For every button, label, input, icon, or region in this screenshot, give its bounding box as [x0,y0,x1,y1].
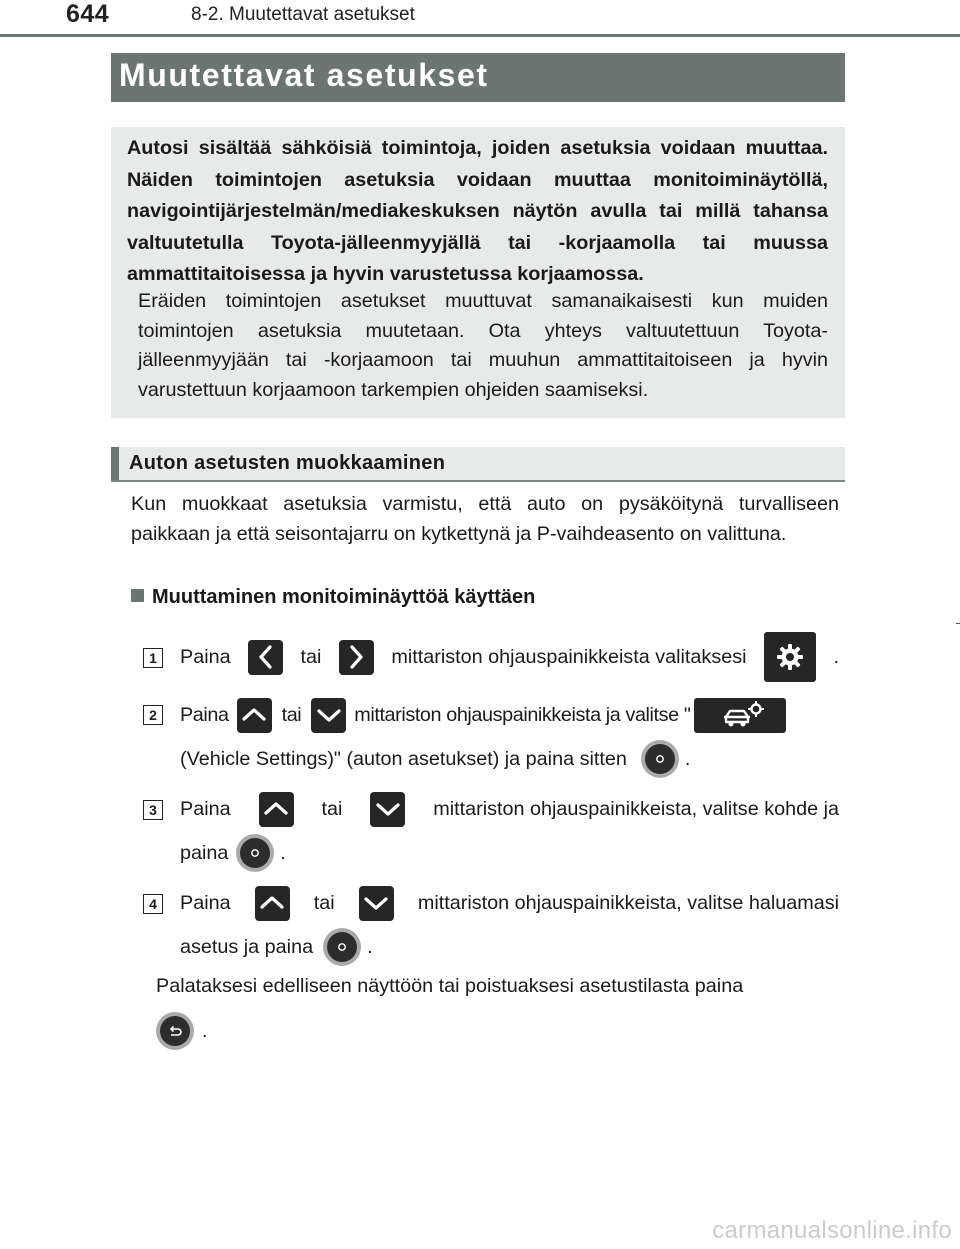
back-button-face [160,1016,190,1046]
step-3-line [180,791,839,827]
intro-text: Autosi sisältää sähköisiä toimintoja, joiden asetuksia voidaan muuttaa. Näiden toimintojen asetuksia voidaan muuttaa monitoiminäytöllä, navigointijärjestelmän/mediakeskuksen näytön avulla tai millä tahansa valtuutetulla Toyota-jälleenmyyjällä tai -korjaamolla tai muussa ammattitaitoisessa ja hyvin varustetussa korjaamossa. [127,137,828,285]
subheading-text: Muuttaminen monitoiminäyttöä käyttäen [152,586,536,608]
step-3-continuation [180,834,286,872]
ok-button-face [645,744,675,774]
back-arrow-icon [156,1012,194,1050]
step-text: mittariston ohjauspainikkeista, valitse haluamasi [417,891,839,914]
footer-note-line [156,970,839,1002]
ok-button-face [327,932,357,962]
step-4-line [180,885,839,921]
step-text: (Vehicle Settings)" (auton asetukset) ja paina sitten [180,747,627,770]
step-text: mittariston ohjauspainikkeista valitaksesi [391,645,747,668]
step-2-line [180,697,786,733]
section-title-bar [111,53,845,102]
chevron-down-icon [359,886,394,921]
settings-gear-icon [764,632,816,682]
page-number: 644 [66,0,110,28]
step-text: . [833,645,839,668]
footer-note-end: . [202,1019,208,1042]
section-heading [111,447,845,482]
ok-button-icon [323,928,361,966]
step-2-continuation [180,740,690,778]
chevron-up-icon [237,698,272,733]
header-rule [0,34,960,37]
chevron-up-icon [259,792,294,827]
step-text: paina [180,841,229,864]
watermark: carmanualsonline.info [712,1217,952,1244]
step-number-4: 4 [143,894,163,914]
step-text: Paina [180,891,231,914]
step-text: tai [300,645,322,668]
step-4-continuation [180,928,373,966]
page-title: Muutettavat asetukset [119,57,489,93]
chevron-right-icon [339,640,374,675]
step-1-line [180,631,839,683]
vehicle-settings-icon [694,698,786,733]
step-text: Paina [180,645,231,668]
step-text: mittariston ohjauspainikkeista, valitse kohde ja [433,797,839,820]
step-number-3: 3 [143,800,163,820]
step-number-2: 2 [143,705,163,725]
step-text: asetus ja paina [180,935,314,958]
step-text: . [280,841,286,864]
footer-note-continuation [156,1012,208,1050]
intro-box [111,127,845,418]
ok-button-face [240,838,270,868]
step-text: tai [281,703,302,726]
step-text: tai [321,797,343,820]
step-text: mittariston ohjauspainikkeista ja valitse " [354,703,691,726]
step-text: Paina [180,703,229,726]
margin-tick [956,623,960,624]
chevron-left-icon [248,640,283,675]
step-text: . [684,747,691,770]
section-paragraph: Kun muokkaat asetuksia varmistu, että auto on pysäköitynä turvalliseen paikkaan ja että seisontajarru on kytkettynä ja P-vaihdeasento on valittuna. [131,493,839,545]
chevron-down-icon [311,698,346,733]
step-text: tai [313,891,335,914]
chevron-up-icon [255,886,290,921]
step-text: Paina [180,797,231,820]
chevron-down-icon [370,792,405,827]
intro-note: Eräiden toimintojen asetukset muuttuvat samanaikaisesti kun muiden toimintojen asetuksia muutetaan. Ota yhteys valtuutettuun Toyota-jälleenmyyjään tai -korjaamoon tai muuhun ammattitaitoiseen ja hyvin varustettuun korjaamoon tarkempien ohjeiden saamiseksi. [138,290,828,401]
ok-button-icon [641,740,679,778]
square-bullet-icon [131,589,144,602]
section-heading-text: Auton asetusten muokkaaminen [129,452,446,474]
ok-button-icon [236,834,274,872]
step-text: . [367,935,373,958]
subheading [131,586,535,609]
footer-note-text: Palataksesi edelliseen näyttöön tai poistuaksesi asetustilasta paina [156,974,744,997]
chapter-title: 8-2. Muutettavat asetukset [191,4,415,25]
step-number-1: 1 [143,648,163,668]
